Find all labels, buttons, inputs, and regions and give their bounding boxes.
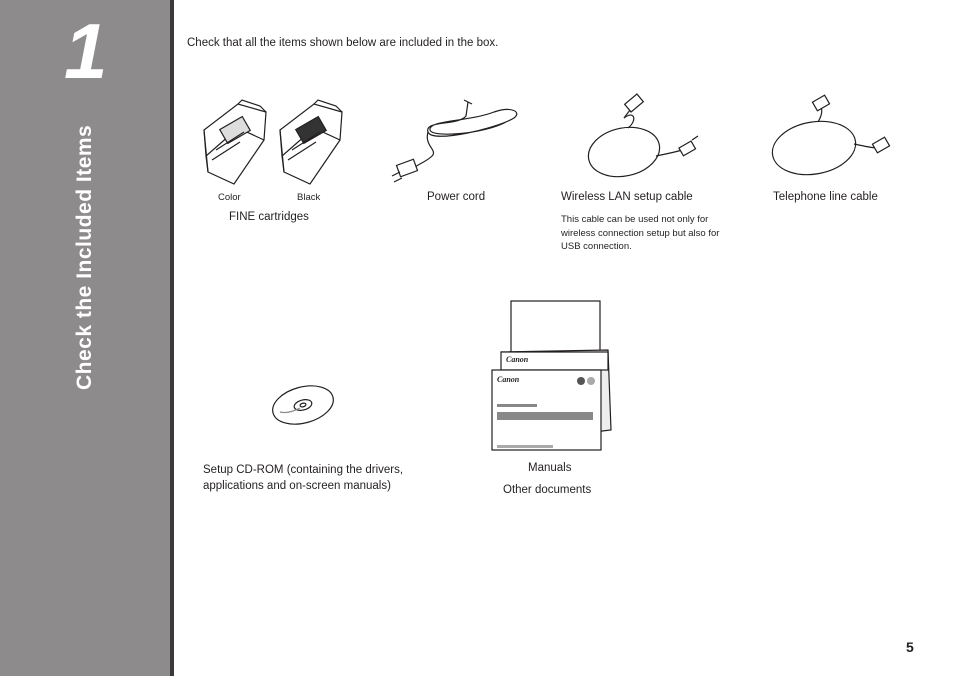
other-documents-caption: Other documents <box>503 484 592 496</box>
cdrom-illustration <box>270 384 336 426</box>
power-cord-caption: Power cord <box>427 191 486 203</box>
intro-text: Check that all the items shown below are included in the box. <box>187 37 499 49</box>
manuals-caption: Manuals <box>528 462 572 474</box>
phone-cable-caption: Telephone line cable <box>773 191 878 203</box>
cartridges-illustration <box>198 98 350 192</box>
lan-cable-note: This cable can be used not only for wireless connection setup but also for USB connection. <box>561 214 720 252</box>
power-cord-illustration <box>388 98 524 188</box>
lan-cable-illustration <box>582 96 702 184</box>
cartridges-caption: FINE cartridges <box>229 211 309 223</box>
cdrom-caption: Setup CD-ROM (containing the drivers, applications and on-screen manuals) <box>203 464 404 492</box>
manual-back-brand: Canon <box>506 355 529 364</box>
step-number: 1 <box>64 7 108 95</box>
phone-cable-illustration <box>768 96 892 182</box>
section-title: Check the Included Items <box>73 124 96 390</box>
page-number: 5 <box>906 639 914 655</box>
lan-cable-caption: Wireless LAN setup cable <box>561 191 693 203</box>
manuals-illustration <box>490 300 614 452</box>
cartridge-black-label: Black <box>297 192 321 203</box>
manual-front-brand: Canon <box>497 375 520 384</box>
sidebar-edge <box>170 0 174 676</box>
cartridge-color-label: Color <box>218 192 241 203</box>
